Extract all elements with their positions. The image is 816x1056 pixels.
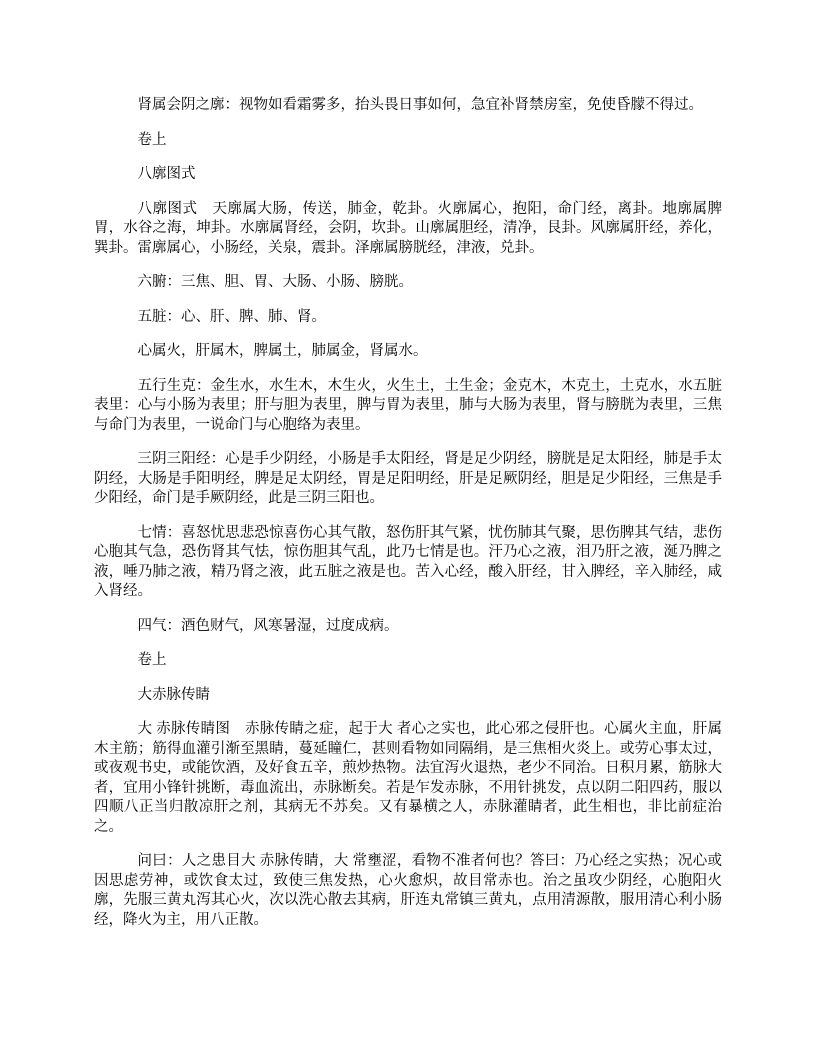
- paragraph-kidney-huiyin-gua: 肾属会阴之廓：视物如看霜雾多，抬头畏日事如何，急宜补肾禁房室，免使昏朦不得过。: [137, 97, 703, 113]
- paragraph-wuzang: 五脏：心、肝、脾、肺、肾。: [137, 308, 326, 325]
- paragraph-wuxing-attributes: 心属火，肝属木，脾属土，肺属金，肾属水。: [137, 343, 428, 359]
- paragraph-liufu: 六腑：三焦、胆、胃、大肠、小肠、膀胱。: [137, 274, 413, 290]
- heading-bakuo-tushi: 八廓图式: [137, 166, 196, 182]
- paragraph-question-answer: 问曰：人之患目大 赤脉传睛，大 常壅涩，看物不准者何也？答曰：乃心经之实热；况心或因思虑劳神，或饮食太过，致使三焦发热，心火愈炽，故目常赤也。治之虽攻少阴经，心胞阳火廓，先服三黄丸泻其心火，次以洗心散去其病，肝连丸常镇三黄丸，点用清源散，服用清心利小肠经，降火为主，用八正散。: [94, 853, 722, 928]
- paragraph-wuxing-shengke: 五行生克：金生水，水生木，木生火，火生土，土生金；金克木，木克土，土克水，水五脏表里：心与小肠为表里；肝与胆为表里，脾与胃为表里，肺与大肠为表里，肾与膀胱为表里，三焦与命门为表里，一说命门与心胞络为表里。: [94, 377, 722, 433]
- paragraph-bakuo-tushi: 八廓图式 天廓属大肠，传送，肺金，乾卦。火廓属心，抱阳，命门经，离卦。地廓属脾胃，水谷之海，坤卦。水廓属肾经，会阴，坎卦。山廓属胆经，清净，艮卦。风廓属肝经，养化，巽卦。雷廓属心，小肠经，关泉，震卦。泽廓属膀胱经，津液，兑卦。: [94, 200, 722, 256]
- paragraph-sanyin-sanyang: 三阴三阳经：心是手少阴经，小肠是手太阳经，肾是足少阴经，膀胱是足太阳经，肺是手太阴经，大肠是手阳明经，脾是足太阴经，胃是足阳明经，肝是足厥阴经，胆是足少阳经，三焦是手少阳经，命门是手厥阴经，此是三阴三阳也。: [94, 451, 722, 506]
- paragraph-chimai-chuanjing: 大 赤脉传睛图 赤脉传睛之症，起于大 者心之实也，此心邪之侵肝也。心属火主血，肝属木主筋；筋得血灌引渐至黑睛，蔓延瞳仁，甚则看物如同隔绢，是三焦相火炎上。或劳心事太过，或夜观书史，或能饮酒，及好食五辛，煎炒热物。法宜泻火退热，老少不同治。日积月累，筋脉大者，宜用小锋针挑断，毒血流出，赤脉断矣。若是乍发赤脉，不用针挑发，点以阴二阳四药，服以四顺八正当归散凉肝之剂，其病无不苏矣。又有暴横之人，赤脉灌睛者，此生相也，非比前症治之。: [94, 721, 722, 835]
- heading-juanshang-1: 卷上: [137, 131, 167, 148]
- heading-dachimai-chuanjing: 大赤脉传睛: [137, 686, 210, 703]
- paragraph-siqi: 四气：酒色财气，风寒暑湿，过度成病。: [137, 617, 399, 634]
- heading-juanshang-2: 卷上: [137, 652, 167, 668]
- paragraph-qiqing: 七情：喜怒忧思悲恐惊喜伤心其气散，怒伤肝其气紧，忧伤肺其气聚，思伤脾其气结，悲伤心胞其气急，恐伤肾其气怯，惊伤胆其气乱，此乃七情是也。汗乃心之液，泪乃肝之液，涎乃脾之液，唾乃肺之液，精乃肾之液，此五脏之液是也。苦入心经，酸入肝经，甘入脾经，辛入肺经，咸入肾经。: [94, 524, 722, 599]
